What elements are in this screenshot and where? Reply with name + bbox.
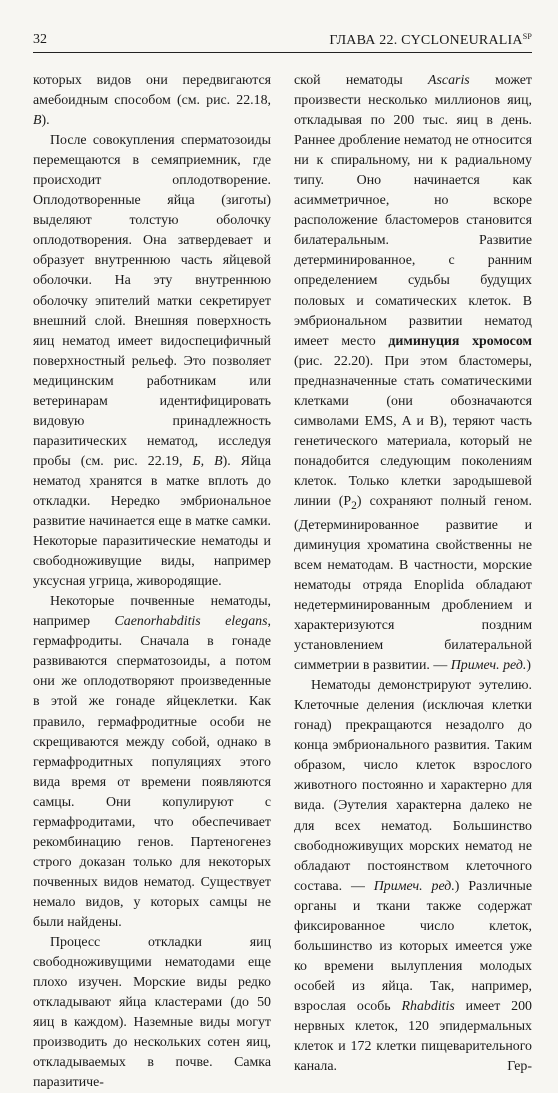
right-column — [294, 71, 532, 1093]
text-run: Некоторые почвенные нематоды, например — [33, 594, 271, 630]
paragraph: Процесс откладки яиц свободноживущими нематодами еще плохо изучен. Морские виды редко откладывают яйца кластерами (до 50 яиц в каждом). Наземные виды могут производить до нескольких сотен яиц, откладываемых в почве. Самка паразитиче- — [33, 935, 271, 1091]
paragraph — [33, 131, 271, 592]
editor-note: Примеч. ред. — [373, 878, 455, 894]
running-header — [33, 28, 532, 53]
text-run: Нематоды демонстрируют эутелию. Клеточные деления (исключая клетки гонад) прекращаются незадолго до конца эмбрионального развития. Таким образом, число клеток взрослого животного постоянно и характерно для вида. (Эутелия характерна далеко не для всех нематод. Большинство свободноживущих морских нематод не обладают постоянством клеточного состава. — — [294, 678, 532, 894]
text-run: ) сохраняют полный геном. (Детерминированное развитие и диминуция хроматина свойственны не всем нематодам. В частности, морские нематоды отряда Enoplida обладают недетерминированным дроблением и характеризуются поздним установлением билатеральной симметрии в развитии. — — [294, 493, 532, 674]
text-run: ). Яйца нематод хранятся в матке вплоть до откладки. Нередко эмбриональное развитие начинается еще в матке самки. Некоторые паразитические нематоды и свободноживущие виды, например уксусная угрица, живородящие. — [33, 453, 271, 590]
text-run: ). — [41, 113, 50, 129]
paragraph — [294, 71, 532, 676]
page-number: 32 — [33, 32, 47, 47]
text-run: может произвести несколько миллионов яиц, откладывая по 200 тыс. яиц в день. Раннее дробление нематод не относится ни к спиральному, ни к радиальному типу. Оно начинается как асимметричное, но вскоре расположение бластомеров становится билатеральным. Развитие детерминированное, с ранним определением судьбы будущих половых и соматических клеток. В эмбриональном развитии нематод имеет место — [294, 73, 533, 349]
text-columns — [33, 71, 532, 1093]
bold-term: диминуция хромосом — [388, 333, 532, 349]
text-run: ) — [526, 658, 531, 674]
text-run: ) Различные органы и ткани также содержат фиксированное число клеток, большинство из которых имеется уже ко времени вылупления молодых особей из яйца. Так, например, взрослая особь — [294, 878, 532, 1014]
paragraph — [33, 592, 271, 933]
figure-ref: В — [33, 113, 42, 129]
text-run: , гермафродиты. Сначала в гонаде развиваются сперматозоиды, а потом они же оплодотворяют произведенные в этой же гонаде яйцеклетки. Как правило, гермафродитные особи не скрещиваются между собой, однако в гермафродитных популяциях этого вида время от времени появляются самцы. Они копулируют с гермафродитами, что обеспечивает рекомбинацию генов. Партеногенез строго доказан только для некоторых почвенных видов нематод. Существует немало видов, у которых самцы не были найдены. — [33, 614, 271, 930]
genus-name: Rhabditis — [401, 998, 455, 1014]
genus-name: Ascaris — [428, 73, 470, 88]
chapter-title — [329, 32, 532, 49]
paragraph — [294, 676, 532, 1077]
editor-note: Примеч. ред. — [450, 658, 527, 674]
paragraph — [33, 71, 271, 131]
subscript: 2 — [351, 498, 357, 512]
text-run: ской нематоды — [294, 73, 429, 88]
chapter-title-text: ГЛАВА 22. CYCLONEURALIA — [329, 33, 523, 48]
chapter-superscript: SP — [522, 32, 532, 41]
text-run: имеет 200 нервных клеток, 120 эпидермальных клеток и 172 клетки пищеварительного канала. Гер- — [294, 998, 532, 1075]
text-run: которых видов они передвигаются амебоидным способом (см. рис. 22.18, — [33, 73, 271, 109]
text-run: (рис. 22.20). При этом бластомеры, предназначенные стать соматическими клетками (они обозначаются символами EMS, A и B), теряют часть генетического материала, который не понадобится следующим поколениям клеток. Только клетки зародышевой линии (P — [294, 353, 532, 509]
species-name: Caenorhabditis elegans — [114, 614, 268, 630]
figure-ref: Б, В — [192, 453, 223, 469]
left-column — [33, 71, 271, 1093]
text-run: После совокупления сперматозоиды перемещаются в семяприемник, где происходит оплодотворение. Оплодотворенные яйца (зиготы) выделяют толстую оболочку оплодотворения. Она затвердевает и образует внутреннюю часть яйцевой оболочки. На эту внутреннюю оболочку эпителий матки секретирует внешний слой. Внешняя поверхность яиц нематод имеет видоспецифичный поверхностный рельеф. Это позволяет медицинским работникам или ветеринарам идентифицировать видовую принадлежность паразитических нематод, исследуя пробы (см. рис. 22.19, — [33, 133, 271, 469]
